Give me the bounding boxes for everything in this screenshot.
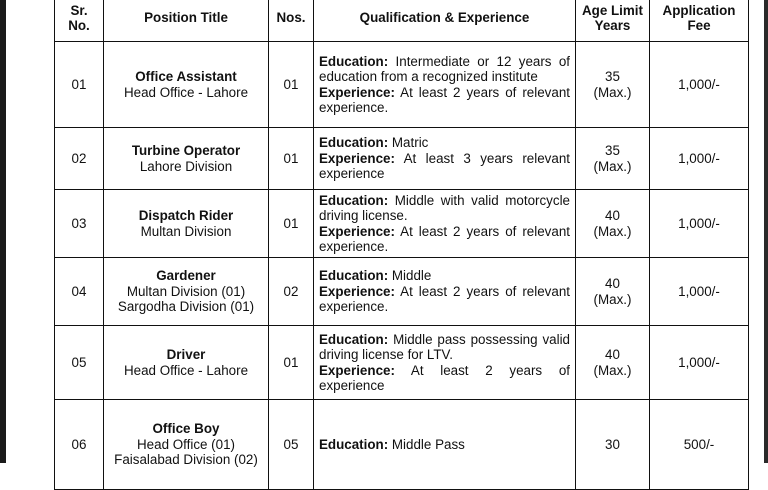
education-text: Middle with valid motorcycle driving license. <box>319 192 570 223</box>
age-limit-note: (Max.) <box>593 84 632 100</box>
age-limit-note: (Max.) <box>593 362 632 378</box>
sr-no-text: 02 <box>71 150 87 166</box>
cell-age-limit <box>576 128 650 190</box>
education-text: Intermediate or 12 years of education from a recognized institute <box>319 53 570 84</box>
education-label: Education: <box>319 192 389 208</box>
table-row <box>55 190 749 258</box>
cell-nos <box>269 42 314 128</box>
experience-text: At least 2 years of relevant experience. <box>319 223 570 254</box>
position-title-text: Dispatch Rider <box>138 208 234 223</box>
position-location-text: Lahore Division <box>139 158 233 174</box>
experience-line <box>319 284 570 315</box>
age-limit-text: 35 <box>605 69 620 84</box>
application-fee-text: 1,000/- <box>678 354 720 370</box>
cell-qualification <box>314 400 576 490</box>
header-qualification-text: Qualification & Experience <box>359 10 530 26</box>
cell-application-fee <box>650 326 749 400</box>
cell-age-limit <box>576 42 650 128</box>
position-title-text: Gardener <box>156 268 216 284</box>
cell-sr-no <box>55 128 104 190</box>
education-line <box>319 332 570 363</box>
experience-label: Experience: <box>319 84 395 100</box>
cell-sr-no <box>55 190 104 258</box>
education-line <box>319 54 570 85</box>
cell-position-title <box>104 128 269 190</box>
sr-no-text: 03 <box>71 215 87 231</box>
experience-label: Experience: <box>319 283 395 299</box>
age-limit-note: (Max.) <box>593 223 632 239</box>
cell-application-fee <box>650 190 749 258</box>
position-location-text: Sargodha Division (01) <box>117 299 255 315</box>
cell-position-title <box>104 326 269 400</box>
cell-qualification <box>314 326 576 400</box>
experience-label: Experience: <box>319 223 395 239</box>
age-limit-note: (Max.) <box>593 158 632 174</box>
table-header-row <box>55 0 749 42</box>
position-title-text: Turbine Operator <box>131 143 241 158</box>
table-row <box>55 326 749 400</box>
cell-application-fee <box>650 258 749 326</box>
education-label: Education: <box>319 331 389 347</box>
header-age-limit-text: Age Limit Years <box>581 2 643 33</box>
education-line <box>319 193 570 224</box>
header-application-fee-text: Application Fee <box>662 2 736 33</box>
education-label: Education: <box>319 268 389 284</box>
education-text: Middle Pass <box>388 436 465 452</box>
nos-text: 01 <box>283 150 299 166</box>
scan-edge-left <box>0 0 6 463</box>
position-location-text: Head Office - Lahore <box>123 362 249 378</box>
header-qualification <box>314 0 576 42</box>
table-row <box>55 400 749 490</box>
header-age-limit <box>576 0 650 42</box>
experience-line <box>319 151 570 182</box>
education-label: Education: <box>319 135 389 151</box>
table-row <box>55 258 749 326</box>
age-limit-text: 40 <box>605 276 620 291</box>
cell-position-title <box>104 258 269 326</box>
cell-sr-no <box>55 400 104 490</box>
application-fee-text: 1,000/- <box>678 76 720 92</box>
experience-label: Experience: <box>319 150 395 166</box>
cell-sr-no <box>55 258 104 326</box>
sr-no-text: 05 <box>71 354 87 370</box>
cell-age-limit <box>576 190 650 258</box>
cell-qualification <box>314 42 576 128</box>
cell-qualification <box>314 128 576 190</box>
header-position-title-text: Position Title <box>144 10 228 26</box>
sr-no-text: 06 <box>71 436 87 452</box>
cell-age-limit <box>576 400 650 490</box>
nos-text: 02 <box>283 283 299 299</box>
education-text: Middle <box>388 268 432 284</box>
header-nos-text: Nos. <box>276 10 306 26</box>
header-sr-no-text: Sr. No. <box>68 2 90 33</box>
experience-line <box>319 363 570 394</box>
nos-text: 01 <box>283 76 299 92</box>
age-limit-note: (Max.) <box>593 291 632 307</box>
table-row <box>55 42 749 128</box>
header-sr-no <box>55 0 104 42</box>
table-body <box>55 42 749 490</box>
age-limit-text: 35 <box>605 143 620 158</box>
age-limit-text: 40 <box>605 208 620 223</box>
cell-position-title <box>104 400 269 490</box>
cell-application-fee <box>650 42 749 128</box>
cell-nos <box>269 190 314 258</box>
header-position-title <box>104 0 269 42</box>
position-title-text: Office Assistant <box>135 69 237 84</box>
cell-nos <box>269 258 314 326</box>
application-fee-text: 500/- <box>683 436 715 452</box>
scan-edge-right <box>764 0 768 463</box>
header-nos <box>269 0 314 42</box>
sr-no-text: 04 <box>71 283 87 299</box>
experience-line <box>319 224 570 255</box>
cell-position-title <box>104 190 269 258</box>
education-label: Education: <box>319 436 389 452</box>
education-line <box>319 268 570 284</box>
position-location-text: Head Office (01) <box>137 436 235 452</box>
position-location-text: Multan Division (01) <box>126 283 246 299</box>
experience-text: At least 3 years relevant experience <box>319 150 570 182</box>
cell-qualification <box>314 258 576 326</box>
table-row <box>55 128 749 190</box>
cell-sr-no <box>55 42 104 128</box>
education-text: Matric <box>388 135 429 151</box>
nos-text: 01 <box>283 354 299 370</box>
age-limit-text: 40 <box>605 347 620 362</box>
education-line <box>319 135 570 151</box>
sr-no-text: 01 <box>71 76 87 92</box>
education-line <box>319 437 570 453</box>
experience-text: At least 2 years of experience <box>319 362 570 393</box>
position-location-text: Head Office - Lahore <box>123 84 249 100</box>
job-vacancies-table <box>54 0 749 490</box>
cell-application-fee <box>650 128 749 190</box>
application-fee-text: 1,000/- <box>678 283 720 299</box>
cell-nos <box>269 128 314 190</box>
nos-text: 01 <box>283 215 299 231</box>
cell-nos <box>269 400 314 490</box>
cell-age-limit <box>576 258 650 326</box>
experience-label: Experience: <box>319 362 395 378</box>
application-fee-text: 1,000/- <box>678 150 720 166</box>
education-label: Education: <box>319 53 389 69</box>
cell-position-title <box>104 42 269 128</box>
cell-sr-no <box>55 326 104 400</box>
header-application-fee <box>650 0 749 42</box>
application-fee-text: 1,000/- <box>678 215 720 231</box>
cell-application-fee <box>650 400 749 490</box>
cell-age-limit <box>576 326 650 400</box>
nos-text: 05 <box>283 436 299 452</box>
experience-text: At least 2 years of relevant experience. <box>319 283 570 315</box>
experience-line <box>319 85 570 116</box>
experience-text: At least 2 years of relevant experience. <box>319 84 570 115</box>
position-location-text: Multan Division <box>140 223 232 239</box>
position-location-text: Faisalabad Division (02) <box>114 452 258 468</box>
education-text: Middle pass possessing valid driving license for LTV. <box>319 331 570 362</box>
position-title-text: Office Boy <box>152 421 220 437</box>
cell-nos <box>269 326 314 400</box>
position-title-text: Driver <box>166 347 206 362</box>
age-limit-text: 30 <box>605 436 620 452</box>
cell-qualification <box>314 190 576 258</box>
